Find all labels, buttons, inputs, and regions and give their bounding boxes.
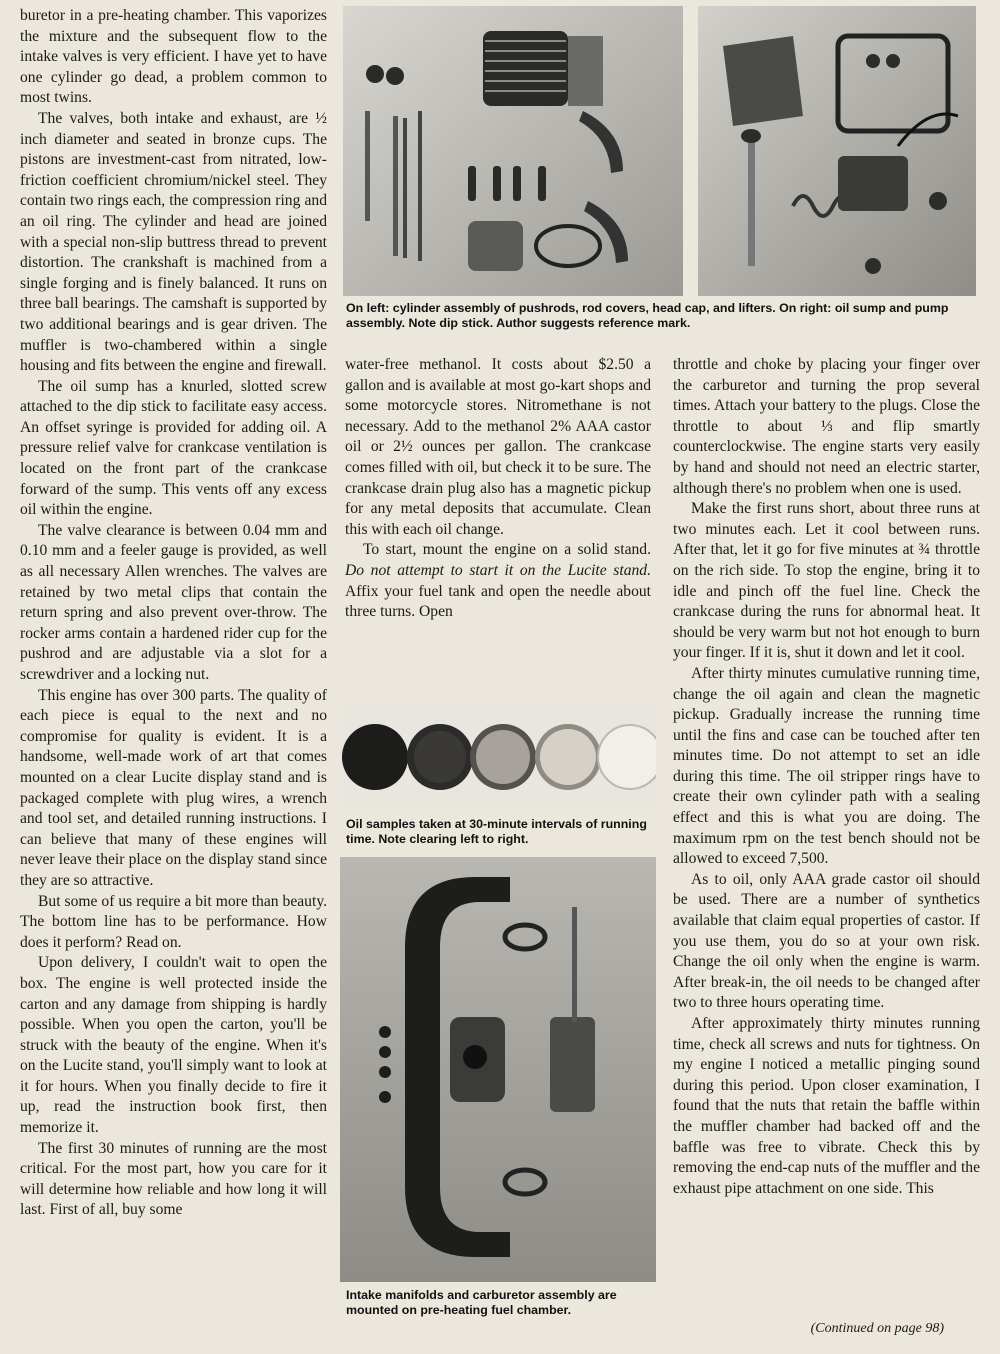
paragraph [345,540,651,622]
top-photos-caption: On left: cylinder assembly of pushrods, rod covers, head cap, and lifters. On right: oil sump and pump assembly. Note dip stick. Author suggests reference mark. [346,301,949,330]
intake-manifold-caption: Intake manifolds and carburetor assembly are mounted on pre-heating fuel chamber. [346,1288,617,1317]
cylinder-assembly-photo [343,6,683,296]
paragraph-text: Affix your fuel tank and open the needle about three turns. Open [345,582,651,621]
paragraph: The first 30 minutes of running are the most critical. For the most part, how you care for it will determine how reliable and how long it will last. First of all, buy some [20,1139,327,1219]
paragraph: This engine has over 300 parts. The quality of each piece is equal to the next and no compromise for quality is evident. It is a handsome, well-made work of art that comes mounted on a clear Lucite display stand and is packaged complete with plug wires, a wrench and tool set, and detailed running instructions. I can believe that many of these engines will never leave their place on the display stand since they are so attractive. [20,686,327,889]
paragraph: throttle and choke by placing your finger over the carburetor and turning the prop several times. Attach your battery to the plugs. Close the throttle to about ⅓ and flip smartly counterclockwise. The engine starts very easily by hand and should not need an electric starter, although there's no problem when one is used. [673,356,980,497]
paragraph: The oil sump has a knurled, slotted screw attached to the dip stick to facilitate easy access. An offset syringe is provided for adding oil. A pressure relief valve for crankcase ventilation is located on the front part of the crankcase forward of the sump. This vents off any excess oil within the engine. [20,377,327,519]
article-column-3 [673,355,980,1199]
intake-manifold-photo [340,857,656,1282]
paragraph: buretor in a pre-heating chamber. This vaporizes the mixture and the subsequent flow to the intake valves is very efficient. I have yet to have one cylinder go dead, a problem common to most twins. [20,7,327,107]
oil-samples-photo [340,705,656,810]
paragraph-text: To start, mount the engine on a solid stand. [363,541,651,559]
paragraph-italic-text: Do not attempt to start it on the Lucite stand. [345,561,651,579]
article-column-2 [345,355,651,623]
paragraph: But some of us require a bit more than beauty. The bottom line has to be performance. How does it perform? Read on. [20,892,327,951]
paragraph: water-free methanol. It costs about $2.50 a gallon and is available at most go-kart shops and some motorcycle stores. Nitromethane is not necessary. Add to the methanol 2% AAA castor oil or 2½ ounces per gallon. The crankcase comes filled with oil, but check it to be sure. The crankcase drain plug also has a magnetic pickup for any metal deposits that accumulate. Clean this with each oil change. [345,356,651,538]
paragraph: As to oil, only AAA grade castor oil should be used. There are a number of synthetics available that claim equal properties of castor. If you use them, you do so at your own risk. Change the oil only when the engine is warm. After break-in, the oil needs to be changed after two to three hours operating time. [673,870,980,1012]
paragraph: After thirty minutes cumulative running time, change the oil again and clean the magnetic pickup. Gradually increase the running time until the fins and case can be touched after ten minutes time. Do not attempt to set an idle during this time. The oil stripper rings have to create their own cylinder path with a sealing effect and this is what you are doing. The maximum rpm on the test bench should not be allowed to exceed 7,500. [673,664,980,868]
continued-note: (Continued on page 98) [810,1321,944,1336]
paragraph: The valves, both intake and exhaust, are ½ inch diameter and seated in bronze cups. The pistons are investment-cast from nitrated, low-friction coefficient chromium/nickel steel. They contain two rings each, the compression ring and an oil ring. The cylinder and head are joined with a special non-slip buttress thread to prevent distortion. The crankshaft is machined from a single forging and is finely balanced. It runs on three ball bearings. The camshaft is supported by two additional bearings and is gear driven. The muffler is two-chambered within a single housing and fits between the engine and firewall. [20,109,327,375]
oil-sump-photo [698,6,976,296]
oil-samples-caption: Oil samples taken at 30-minute intervals of running time. Note clearing left to right. [346,817,647,846]
article-column-1 [20,6,327,1221]
paragraph: After approximately thirty minutes running time, check all screws and nuts for tightness. On my engine I noticed a metallic pinging sound during this period. Upon closer examination, I found that the nuts that retain the baffle within the muffler chamber had backed off and the baffle was free to vibrate. Check this by removing the end-cap nuts of the muffler and the exhaust pipe attachment on one side. This [673,1015,980,1197]
paragraph: Upon delivery, I couldn't wait to open the box. The engine is well protected inside the carton and any damage from shipping is hardly possible. When you open the carton, you'll be struck with the beauty of the engine. When it's on the Lucite stand, you'll simply want to look at it for hours. When you finally decide to fire it up, read the instruction book first, then memorize it. [20,954,327,1137]
paragraph: The valve clearance is between 0.04 mm and 0.10 mm and a feeler gauge is provided, as well as all necessary Allen wrenches. The valves are retained by two metal clips that contain the return spring and also prevent over-throw. The rocker arms contain a hardened rider cup for the pushrod and are adjustable via a slot for a screwdriver and a locking nut. [20,521,327,683]
paragraph: Make the first runs short, about three runs at two minutes each. Let it cool between runs. After that, let it go for five minutes at ¾ throttle on the rich side. To stop the engine, bring it to idle and pinch off the fuel line. Check the crankcase during the runs for abnormal heat. It should be very warm but not hot enough to burn your finger. If it is, shut it down and let it cool. [673,500,980,662]
